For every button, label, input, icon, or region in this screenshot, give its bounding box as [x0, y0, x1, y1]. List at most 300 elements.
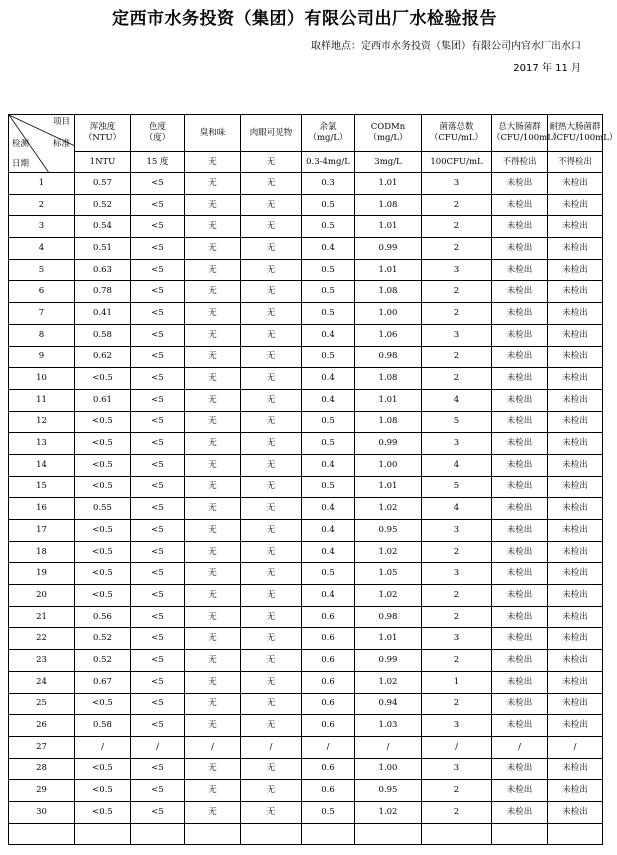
value-cell: <0.5 [75, 368, 131, 390]
value-cell: 5 [422, 476, 492, 498]
value-cell: 无 [241, 801, 302, 823]
value-cell: 无 [241, 281, 302, 303]
value-cell: 0.5 [302, 476, 355, 498]
value-cell: 无 [185, 758, 241, 780]
value-cell: 1.01 [355, 259, 422, 281]
table-row [9, 411, 603, 433]
value-cell: 3 [422, 628, 492, 650]
value-cell: 无 [185, 389, 241, 411]
value-cell: 0.62 [75, 346, 131, 368]
table-row [9, 758, 603, 780]
value-cell: 无 [185, 259, 241, 281]
value-cell: 2 [422, 238, 492, 260]
value-cell: 无 [185, 454, 241, 476]
value-cell: 2 [422, 281, 492, 303]
value-cell: 无 [185, 281, 241, 303]
day-cell: 26 [9, 715, 75, 737]
value-cell: 0.6 [302, 628, 355, 650]
value-cell: 1.02 [355, 585, 422, 607]
value-cell: <0.5 [75, 758, 131, 780]
value-cell: <5 [131, 671, 185, 693]
value-cell: 1.08 [355, 368, 422, 390]
value-cell: <5 [131, 628, 185, 650]
value-cell: 未检出 [548, 671, 603, 693]
value-cell: <0.5 [75, 585, 131, 607]
value-cell: 1.01 [355, 389, 422, 411]
value-cell: / [131, 736, 185, 758]
value-cell: 未检出 [548, 498, 603, 520]
value-cell: 无 [185, 628, 241, 650]
value-cell: <5 [131, 281, 185, 303]
value-cell: 无 [241, 628, 302, 650]
value-cell: 未检出 [548, 173, 603, 195]
column-name: 余氯 [319, 122, 337, 132]
value-cell: 0.95 [355, 780, 422, 802]
value-cell: <5 [131, 216, 185, 238]
value-cell: <5 [131, 303, 185, 325]
value-cell: 0.6 [302, 758, 355, 780]
value-cell: 未检出 [548, 368, 603, 390]
table-row [9, 194, 603, 216]
value-cell: 0.5 [302, 281, 355, 303]
value-cell: 0.6 [302, 650, 355, 672]
report-title: 定西市水务投资（集团）有限公司出厂水检验报告 [112, 9, 497, 29]
value-cell: 0.5 [302, 259, 355, 281]
value-cell: 未检出 [548, 259, 603, 281]
table-row [9, 736, 603, 758]
empty-cell [302, 823, 355, 844]
value-cell: 2 [422, 303, 492, 325]
column-name: 耐热大肠菌群 [549, 122, 601, 132]
value-cell: 0.4 [302, 585, 355, 607]
value-cell: 无 [185, 650, 241, 672]
value-cell: 无 [241, 303, 302, 325]
value-cell: 未检出 [548, 411, 603, 433]
value-cell: 未检出 [492, 780, 548, 802]
day-cell: 17 [9, 520, 75, 542]
value-cell: 0.98 [355, 606, 422, 628]
table-row [9, 454, 603, 476]
value-cell: 0.6 [302, 693, 355, 715]
value-cell: 2 [422, 585, 492, 607]
day-cell: 29 [9, 780, 75, 802]
value-cell: 无 [185, 238, 241, 260]
value-cell: 1.02 [355, 671, 422, 693]
value-cell: <5 [131, 758, 185, 780]
column-standard: 无 [185, 152, 241, 173]
value-cell: 无 [241, 368, 302, 390]
value-cell: 0.98 [355, 346, 422, 368]
value-cell: <5 [131, 650, 185, 672]
value-cell: 未检出 [548, 303, 603, 325]
value-cell: <0.5 [75, 411, 131, 433]
value-cell: 0.41 [75, 303, 131, 325]
value-cell: 2 [422, 606, 492, 628]
value-cell: <5 [131, 693, 185, 715]
table-row [9, 238, 603, 260]
value-cell: 无 [241, 780, 302, 802]
value-cell: 无 [185, 194, 241, 216]
value-cell: 3 [422, 563, 492, 585]
value-cell: 0.5 [302, 801, 355, 823]
value-cell: 0.5 [302, 563, 355, 585]
column-standard: 15 度 [131, 152, 185, 173]
water-quality-table [8, 114, 617, 845]
value-cell: <5 [131, 801, 185, 823]
value-cell: 未检出 [548, 801, 603, 823]
value-cell: 无 [185, 541, 241, 563]
value-cell: 无 [185, 303, 241, 325]
table-row [9, 476, 603, 498]
day-cell: 5 [9, 259, 75, 281]
value-cell: 0.54 [75, 216, 131, 238]
value-cell: 无 [241, 520, 302, 542]
column-unit: （NTU） [83, 133, 122, 143]
value-cell: 无 [185, 563, 241, 585]
value-cell: 1.01 [355, 476, 422, 498]
value-cell: 1.00 [355, 303, 422, 325]
value-cell: <5 [131, 715, 185, 737]
day-cell: 23 [9, 650, 75, 672]
value-cell: 3 [422, 324, 492, 346]
day-cell: 27 [9, 736, 75, 758]
value-cell: 无 [241, 259, 302, 281]
table-row [9, 715, 603, 737]
value-cell: <5 [131, 476, 185, 498]
value-cell: 无 [241, 173, 302, 195]
value-cell: 0.57 [75, 173, 131, 195]
value-cell: 无 [185, 498, 241, 520]
table-row [9, 281, 603, 303]
value-cell: 未检出 [492, 520, 548, 542]
value-cell: 0.99 [355, 238, 422, 260]
value-cell: 0.5 [302, 411, 355, 433]
column-name: 菌落总数 [439, 122, 474, 132]
value-cell: 2 [422, 693, 492, 715]
value-cell: 未检出 [492, 324, 548, 346]
value-cell: 未检出 [548, 194, 603, 216]
value-cell: 无 [241, 758, 302, 780]
value-cell: 未检出 [492, 585, 548, 607]
day-cell: 19 [9, 563, 75, 585]
day-cell: 9 [9, 346, 75, 368]
value-cell: 未检出 [492, 238, 548, 260]
value-cell: 0.4 [302, 238, 355, 260]
day-cell: 21 [9, 606, 75, 628]
value-cell: 未检出 [548, 585, 603, 607]
day-cell: 3 [9, 216, 75, 238]
value-cell: 0.5 [302, 303, 355, 325]
value-cell: 0.3 [302, 173, 355, 195]
value-cell: 未检出 [548, 433, 603, 455]
day-cell: 7 [9, 303, 75, 325]
value-cell: 未检出 [548, 606, 603, 628]
value-cell: 2 [422, 216, 492, 238]
value-cell: <0.5 [75, 693, 131, 715]
value-cell: 无 [241, 498, 302, 520]
corner-item-label: 项目 [52, 117, 70, 127]
value-cell: 无 [241, 585, 302, 607]
table-row [9, 585, 603, 607]
value-cell: 4 [422, 454, 492, 476]
value-cell: 1.00 [355, 758, 422, 780]
value-cell: 未检出 [548, 563, 603, 585]
day-cell: 8 [9, 324, 75, 346]
value-cell: 未检出 [492, 389, 548, 411]
value-cell: 无 [241, 238, 302, 260]
value-cell: <5 [131, 780, 185, 802]
value-cell: 2 [422, 541, 492, 563]
column-name: CODMn [370, 122, 406, 132]
value-cell: 1.08 [355, 194, 422, 216]
value-cell: 0.78 [75, 281, 131, 303]
column-header-2 [131, 115, 185, 152]
blank-row [9, 823, 603, 844]
value-cell: 0.55 [75, 498, 131, 520]
value-cell: 0.99 [355, 650, 422, 672]
value-cell: 0.58 [75, 715, 131, 737]
table-row [9, 433, 603, 455]
value-cell: 未检出 [492, 346, 548, 368]
value-cell: 未检出 [492, 433, 548, 455]
column-standard: 3mg/L [355, 152, 422, 173]
corner-header-cell [9, 115, 75, 173]
day-cell: 12 [9, 411, 75, 433]
empty-cell [492, 823, 548, 844]
value-cell: <5 [131, 411, 185, 433]
column-header-4 [241, 115, 302, 152]
column-name: 总大肠菌群 [498, 122, 541, 132]
value-cell: 未检出 [492, 671, 548, 693]
day-cell: 22 [9, 628, 75, 650]
value-cell: 未检出 [548, 650, 603, 672]
value-cell: 4 [422, 498, 492, 520]
value-cell: 0.4 [302, 324, 355, 346]
table-row [9, 606, 603, 628]
value-cell: 未检出 [492, 650, 548, 672]
value-cell: / [241, 736, 302, 758]
value-cell: 0.6 [302, 780, 355, 802]
value-cell: / [548, 736, 603, 758]
value-cell: 无 [241, 194, 302, 216]
empty-cell [131, 823, 185, 844]
table-row [9, 801, 603, 823]
value-cell: <5 [131, 498, 185, 520]
value-cell: / [492, 736, 548, 758]
empty-cell [75, 823, 131, 844]
value-cell: / [75, 736, 131, 758]
value-cell: <0.5 [75, 780, 131, 802]
empty-cell [9, 823, 75, 844]
corner-date-label: 日期 [12, 159, 30, 169]
value-cell: <5 [131, 454, 185, 476]
value-cell: 无 [241, 563, 302, 585]
value-cell: 5 [422, 411, 492, 433]
table-row [9, 216, 603, 238]
column-header-7 [422, 115, 492, 152]
table-row [9, 368, 603, 390]
value-cell: 2 [422, 346, 492, 368]
value-cell: 未检出 [548, 520, 603, 542]
value-cell: 3 [422, 433, 492, 455]
value-cell: 未检出 [548, 715, 603, 737]
table-row [9, 520, 603, 542]
empty-cell [548, 823, 603, 844]
table-row [9, 650, 603, 672]
corner-test-label: 检测 [12, 139, 30, 149]
value-cell: 未检出 [492, 454, 548, 476]
column-unit: （度） [144, 133, 171, 143]
column-header-8 [492, 115, 562, 152]
value-cell: <5 [131, 173, 185, 195]
day-cell: 16 [9, 498, 75, 520]
value-cell: / [185, 736, 241, 758]
value-cell: 无 [241, 693, 302, 715]
value-cell: 0.52 [75, 628, 131, 650]
value-cell: 2 [422, 368, 492, 390]
value-cell: 0.63 [75, 259, 131, 281]
value-cell: <0.5 [75, 541, 131, 563]
column-standard: 0.3-4mg/L [302, 152, 355, 173]
value-cell: <5 [131, 541, 185, 563]
value-cell: 无 [241, 671, 302, 693]
value-cell: 0.94 [355, 693, 422, 715]
value-cell: 1.00 [355, 454, 422, 476]
value-cell: <0.5 [75, 520, 131, 542]
value-cell: 1.06 [355, 324, 422, 346]
value-cell: 未检出 [492, 216, 548, 238]
value-cell: 无 [185, 433, 241, 455]
value-cell: 未检出 [492, 563, 548, 585]
value-cell: 无 [185, 346, 241, 368]
value-cell: 0.4 [302, 368, 355, 390]
value-cell: 0.5 [302, 194, 355, 216]
value-cell: / [302, 736, 355, 758]
value-cell: 未检出 [548, 780, 603, 802]
value-cell: 0.4 [302, 389, 355, 411]
empty-cell [185, 823, 241, 844]
value-cell: 1.01 [355, 173, 422, 195]
value-cell: 未检出 [492, 194, 548, 216]
column-name: 浑浊度 [89, 122, 116, 132]
value-cell: 3 [422, 173, 492, 195]
column-unit: （CFU/100mL） [548, 133, 617, 143]
column-standard: 不得检出 [548, 152, 603, 173]
value-cell: 无 [241, 389, 302, 411]
value-cell: 1.02 [355, 541, 422, 563]
column-unit: （CFU/100mL） [492, 133, 562, 143]
table-row [9, 324, 603, 346]
value-cell: 未检出 [548, 281, 603, 303]
table-row [9, 563, 603, 585]
value-cell: 1.01 [355, 216, 422, 238]
value-cell: 2 [422, 801, 492, 823]
value-cell: 未检出 [492, 693, 548, 715]
day-cell: 10 [9, 368, 75, 390]
day-cell: 1 [9, 173, 75, 195]
value-cell: / [422, 736, 492, 758]
value-cell: 无 [241, 411, 302, 433]
value-cell: <0.5 [75, 476, 131, 498]
column-header-3 [185, 115, 241, 152]
value-cell: 2 [422, 194, 492, 216]
table-row [9, 541, 603, 563]
header-row-standards [9, 152, 603, 173]
column-standard: 无 [241, 152, 302, 173]
value-cell: 3 [422, 758, 492, 780]
value-cell: 未检出 [492, 368, 548, 390]
value-cell: 未检出 [492, 715, 548, 737]
day-cell: 30 [9, 801, 75, 823]
value-cell: <0.5 [75, 454, 131, 476]
value-cell: 未检出 [492, 758, 548, 780]
value-cell: <5 [131, 585, 185, 607]
value-cell: <5 [131, 563, 185, 585]
value-cell: 0.56 [75, 606, 131, 628]
day-cell: 2 [9, 194, 75, 216]
value-cell: 1.01 [355, 628, 422, 650]
value-cell: 无 [241, 454, 302, 476]
value-cell: 0.4 [302, 520, 355, 542]
day-cell: 25 [9, 693, 75, 715]
value-cell: 未检出 [548, 693, 603, 715]
value-cell: 无 [241, 650, 302, 672]
value-cell: 未检出 [492, 606, 548, 628]
column-unit: （mg/L） [368, 133, 408, 143]
table-row [9, 671, 603, 693]
value-cell: 未检出 [548, 476, 603, 498]
column-header-5 [302, 115, 355, 152]
value-cell: 1.08 [355, 411, 422, 433]
corner-standard-label: 标准 [52, 139, 70, 149]
value-cell: 0.5 [302, 216, 355, 238]
value-cell: 无 [185, 715, 241, 737]
value-cell: 0.52 [75, 650, 131, 672]
value-cell: 未检出 [492, 281, 548, 303]
value-cell: 无 [185, 324, 241, 346]
value-cell: 无 [185, 585, 241, 607]
value-cell: <0.5 [75, 433, 131, 455]
value-cell: 3 [422, 520, 492, 542]
value-cell: <5 [131, 194, 185, 216]
value-cell: 0.95 [355, 520, 422, 542]
value-cell: 无 [185, 173, 241, 195]
value-cell: <5 [131, 433, 185, 455]
value-cell: 无 [241, 606, 302, 628]
table-row [9, 303, 603, 325]
value-cell: 3 [422, 259, 492, 281]
day-cell: 4 [9, 238, 75, 260]
value-cell: 0.4 [302, 454, 355, 476]
value-cell: 未检出 [548, 324, 603, 346]
table-row [9, 628, 603, 650]
value-cell: 未检出 [548, 238, 603, 260]
value-cell: 未检出 [492, 476, 548, 498]
header-row-names [9, 115, 603, 152]
value-cell: 0.61 [75, 389, 131, 411]
column-name: 色度 [148, 122, 166, 132]
value-cell: 未检出 [492, 173, 548, 195]
value-cell: 4 [422, 389, 492, 411]
day-cell: 13 [9, 433, 75, 455]
value-cell: 1.03 [355, 715, 422, 737]
empty-cell [422, 823, 492, 844]
value-cell: 0.52 [75, 194, 131, 216]
day-cell: 6 [9, 281, 75, 303]
day-cell: 14 [9, 454, 75, 476]
value-cell: 无 [185, 368, 241, 390]
table-row [9, 498, 603, 520]
